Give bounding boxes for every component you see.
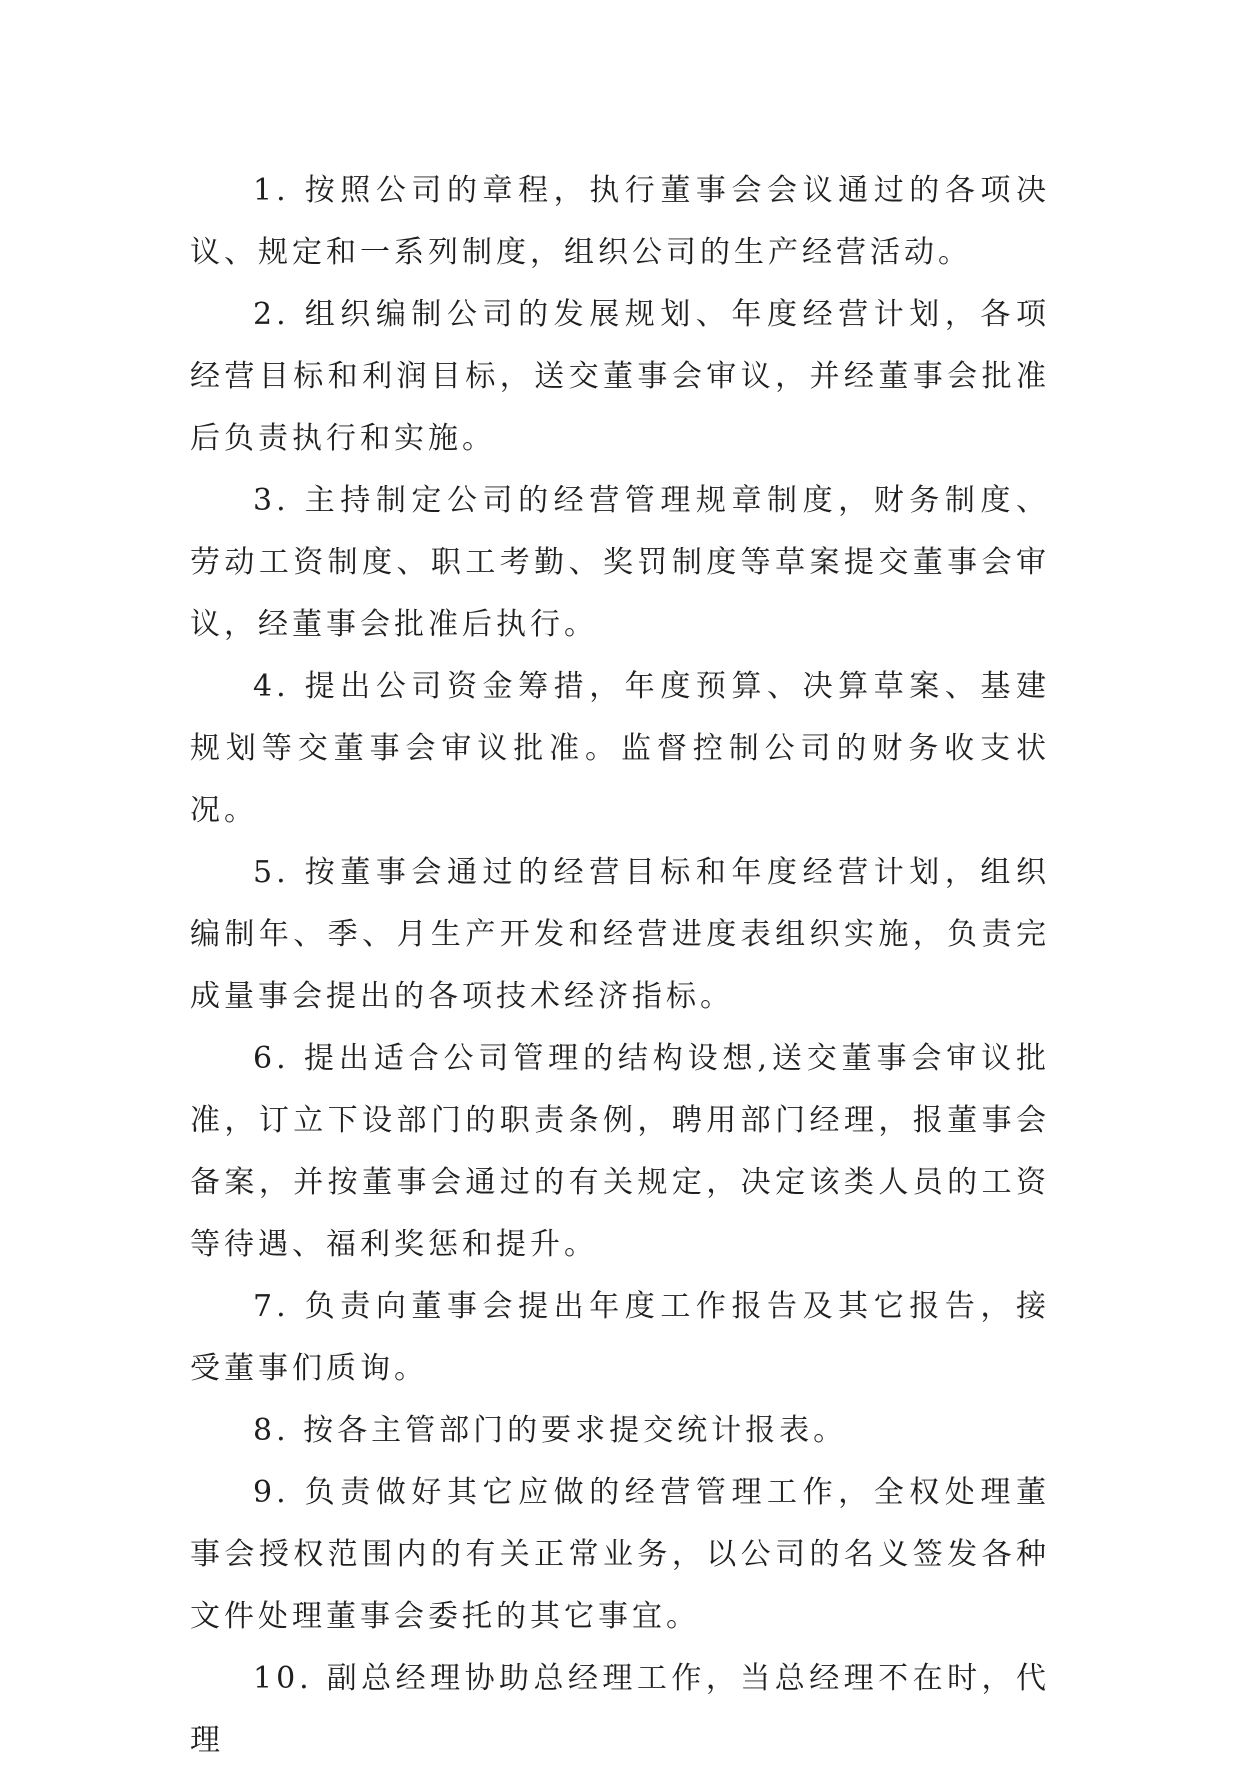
paragraph-1: 1. 按照公司的章程，执行董事会会议通过的各项决议、规定和一系列制度，组织公司的生产经营活动。	[190, 173, 1050, 270]
paragraph-7: 7. 负责向董事会提出年度工作报告及其它报告，接受董事们质询。	[190, 1289, 1050, 1386]
paragraph-8: 8. 按各主管部门的要求提交统计报表。	[253, 1413, 848, 1448]
paragraph-10: 10. 副总经理协助总经理工作，当总经理不在时，代理	[190, 1661, 1050, 1758]
paragraph-3: 3. 主持制定公司的经营管理规章制度，财务制度、劳动工资制度、职工考勤、奖罚制度等草案提交董事会审议，经董事会批准后执行。	[190, 483, 1050, 642]
paragraph-5: 5. 按董事会通过的经营目标和年度经营计划，组织编制年、季、月生产开发和经营进度表组织实施，负责完成量事会提出的各项技术经济指标。	[190, 855, 1050, 1014]
document-body	[190, 160, 1050, 1772]
paragraph-4: 4. 提出公司资金筹措，年度预算、决算草案、基建规划等交董事会审议批准。监督控制公司的财务收支状况。	[190, 669, 1050, 828]
paragraph-9: 9. 负责做好其它应做的经营管理工作，全权处理董事会授权范围内的有关正常业务，以公司的名义签发各种文件处理董事会委托的其它事宜。	[190, 1475, 1050, 1634]
paragraph-2: 2. 组织编制公司的发展规划、年度经营计划，各项经营目标和利润目标，送交董事会审议，并经董事会批准后负责执行和实施。	[190, 297, 1050, 456]
paragraph-6: 6. 提出适合公司管理的结构设想,送交董事会审议批准，订立下设部门的职责条例，聘用部门经理，报董事会备案，并按董事会通过的有关规定，决定该类人员的工资等待遇、福利奖惩和提升。	[190, 1041, 1050, 1262]
